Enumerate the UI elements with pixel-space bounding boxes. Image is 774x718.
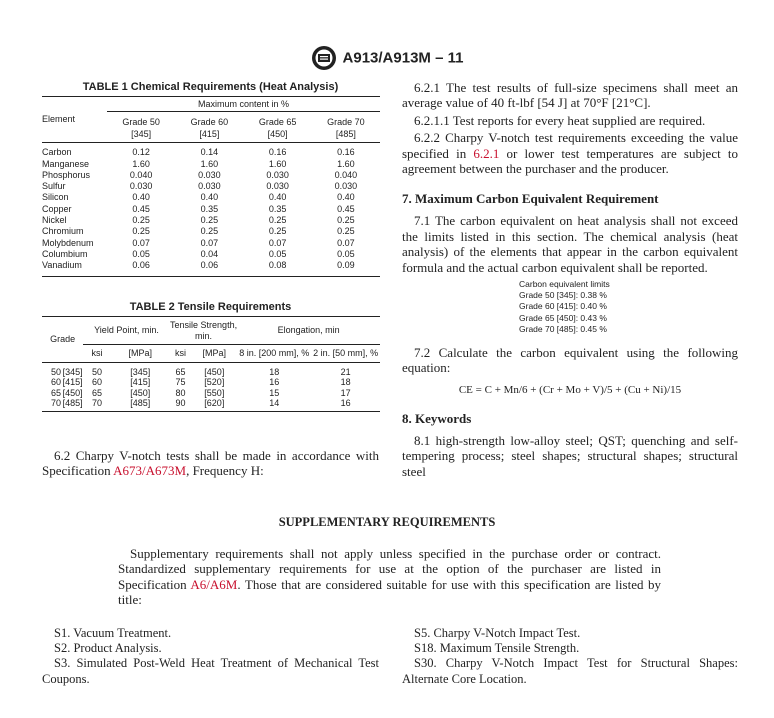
carbon-equivalent-formula: CE = C + Mn/6 + (Cr + Mo + V)/5 + (Cu + Ni)/15: [458, 383, 682, 396]
section-8-heading: 8. Keywords: [402, 410, 472, 426]
table-cell: 0.14: [200, 147, 219, 158]
table-cell: 18: [269, 366, 280, 377]
table-cell: 1.60: [337, 158, 355, 169]
supplementary-paragraph: Supplementary requirements shall not apply unless specified in the purchase order or contract. Standardized supplementary requirements for use at the option of the purchaser are listed in Specification A6/A6M. Those that are considered suitable for use with this specification are listed by title:: [118, 546, 661, 608]
table-cell: 0.45: [132, 203, 150, 214]
supplementary-list-left: [42, 626, 379, 687]
elongation-2in-header: 2 in. [50 mm], %: [311, 345, 380, 363]
table-cell: 0.030: [266, 181, 289, 192]
table-cell: 0.25: [337, 226, 355, 237]
table-row: [42, 238, 380, 249]
table-cell: [345]: [62, 366, 83, 377]
table-row: [42, 204, 380, 215]
table-cell: 0.25: [132, 215, 150, 226]
spec-link-a6[interactable]: A6/A6M: [190, 576, 238, 592]
table-row: [42, 215, 380, 226]
element-name: Copper: [42, 203, 72, 214]
supplementary-item: S30. Charpy V-Notch Impact Test for Structural Shapes: Alternate Core Location.: [402, 656, 738, 686]
para-8-1: 8.1 high-strength low-alloy steel; QST; quenching and self-tempering process; steel shapes; structural shapes; structural steel: [402, 432, 738, 479]
astm-logo-icon: [311, 45, 337, 71]
grade-header: Grade 70 [485]: [327, 117, 365, 140]
table-cell: 0.25: [200, 226, 219, 237]
table-cell: 0.25: [337, 215, 355, 226]
table-cell: 18: [340, 377, 351, 387]
table-cell: 0.030: [198, 181, 221, 192]
table-row: [42, 143, 380, 159]
table-cell: 0.030: [334, 181, 358, 192]
table-cell: 0.09: [337, 260, 355, 271]
element-name: Columbium: [42, 248, 88, 259]
table-cell: 0.07: [200, 237, 219, 248]
table-cell: 0.16: [337, 147, 355, 158]
section-6-2: 6.2 Charpy V-notch tests shall be made in accordance with Specification A673/A673M, Frequency H:: [42, 448, 379, 479]
ce-limit-item: Grade 60 [415]: 0.40 %: [519, 301, 607, 312]
table-cell: 0.07: [337, 237, 355, 248]
supplementary-list-right: [402, 626, 738, 687]
mpa-header: [MPa]: [111, 345, 170, 363]
table-cell: 1.60: [132, 158, 150, 169]
element-name: Vanadium: [42, 260, 82, 271]
table-cell: 0.35: [268, 203, 287, 214]
elongation-8in-header: 8 in. [200 mm], %: [237, 345, 311, 363]
mpa-header: [MPa]: [191, 345, 237, 363]
table-row: [42, 181, 380, 192]
table-cell: 90: [175, 398, 186, 408]
table-cell: 0.06: [200, 260, 219, 271]
table-cell: [415]: [130, 377, 151, 387]
table-cell: 50: [92, 366, 103, 377]
table-cell: 0.05: [337, 248, 355, 259]
table-cell: 0.35: [200, 203, 219, 214]
table-cell: 1.60: [268, 158, 287, 169]
table-cell: 0.25: [268, 226, 287, 237]
table-cell: 65: [175, 366, 186, 377]
grade-header: Grade: [50, 334, 76, 344]
table-cell: 1.60: [200, 158, 219, 169]
table-cell: 17: [340, 387, 351, 398]
supplementary-item: S1. Vacuum Treatment.: [54, 626, 172, 640]
element-name: Carbon: [42, 147, 72, 158]
table-cell: [450]: [62, 387, 83, 398]
table-cell: 0.06: [132, 260, 150, 271]
table-cell: [485]: [62, 398, 83, 408]
table-cell: [520]: [204, 377, 225, 387]
table-cell: [550]: [204, 387, 225, 398]
yield-point-header: Yield Point, min.: [94, 325, 159, 336]
ce-limits-title: Carbon equivalent limits: [519, 279, 610, 290]
tensile-requirements-table: [42, 316, 380, 412]
table-cell: 50: [51, 366, 62, 377]
section-link-6-2-1[interactable]: 6.2.1: [473, 145, 500, 161]
table-cell: 21: [340, 366, 351, 377]
para-6-2-1: 6.2.1 The test results of full-size specimens shall meet an average value of 40 ft-lbf [54 J] at 70°F [21°C].: [402, 80, 738, 111]
table-cell: 60: [51, 377, 62, 387]
right-column: [402, 80, 738, 479]
table-cell: 0.030: [198, 169, 221, 180]
table-cell: [450]: [130, 387, 151, 398]
element-name: Manganese: [42, 158, 90, 169]
grade-header: Grade 50 [345]: [122, 117, 160, 140]
supplementary-title: SUPPLEMENTARY REQUIREMENTS: [278, 515, 496, 529]
table-cell: 65: [92, 387, 103, 398]
table-row: [42, 226, 380, 237]
table-cell: 0.07: [132, 237, 150, 248]
table-cell: 75: [175, 377, 186, 387]
table-cell: 0.040: [334, 169, 358, 180]
para-6-2-2: 6.2.2 Charpy V-notch test requirements exceeding the value specified in 6.2.1 or lower test temperatures are subject to agreement between the purchaser and the producer.: [402, 130, 738, 177]
ce-limit-item: Grade 50 [345]: 0.38 %: [519, 290, 607, 301]
grade-header: Grade 65 [450]: [258, 117, 297, 140]
table-row: [42, 170, 380, 181]
table-cell: 0.45: [337, 203, 355, 214]
table-row: [42, 362, 380, 377]
supplementary-item: S3. Simulated Post-Weld Heat Treatment of Mechanical Test Coupons.: [42, 656, 379, 686]
table-cell: 0.25: [268, 215, 287, 226]
table-cell: [485]: [130, 398, 151, 408]
table1-caption: TABLE 1 Chemical Requirements (Heat Analysis): [82, 81, 339, 93]
element-name: Phosphorus: [42, 169, 91, 180]
table-row: [42, 377, 380, 388]
element-name: Sulfur: [42, 181, 66, 192]
table-cell: 16: [269, 377, 280, 387]
table-cell: 0.12: [132, 147, 150, 158]
ksi-header: ksi: [170, 345, 192, 363]
supplementary-item: S2. Product Analysis.: [54, 641, 162, 656]
ce-limit-item: Grade 70 [485]: 0.45 %: [519, 323, 607, 334]
table-row: [42, 260, 380, 276]
para-7-2: 7.2 Calculate the carbon equivalent using the following equation:: [402, 345, 738, 376]
table-row: [42, 398, 380, 411]
grade-header: Grade 60 [415]: [190, 117, 229, 140]
table1-body: [42, 143, 380, 276]
table-cell: [450]: [204, 366, 225, 377]
table-cell: 0.05: [268, 248, 287, 259]
table-cell: 0.40: [268, 192, 287, 203]
table-cell: 70: [51, 398, 62, 408]
table-cell: 65: [51, 387, 62, 398]
table-cell: 15: [269, 387, 280, 398]
table-cell: [415]: [62, 377, 83, 387]
table-cell: 0.030: [266, 169, 289, 180]
table-cell: 0.25: [132, 226, 150, 237]
table-cell: 80: [175, 387, 186, 398]
ce-limit-item: Grade 65 [450]: 0.43 %: [519, 312, 607, 323]
table-row: [42, 249, 380, 260]
page-header: [0, 45, 774, 71]
table-row: [42, 388, 380, 399]
tensile-strength-header: Tensile Strength, min.: [170, 320, 238, 341]
table-cell: [620]: [204, 398, 225, 408]
max-content-header: Maximum content in %: [107, 97, 380, 112]
table-cell: 16: [340, 398, 351, 408]
table-cell: 0.030: [129, 181, 153, 192]
para-6-2-1-1: 6.2.1.1 Test reports for every heat supplied are required.: [414, 112, 706, 128]
table-cell: 0.08: [268, 260, 287, 271]
table-cell: 0.04: [200, 248, 219, 259]
supplementary-item: S18. Maximum Tensile Strength.: [414, 641, 580, 656]
section-7-heading: 7. Maximum Carbon Equivalent Requirement: [402, 191, 659, 207]
element-name: Molybdenum: [42, 237, 94, 248]
table-cell: 70: [92, 398, 103, 408]
document-designation: A913/A913M – 11: [342, 49, 464, 67]
spec-link-a673[interactable]: A673/A673M: [113, 463, 187, 479]
table2-body: [42, 362, 380, 411]
table-cell: 60: [92, 377, 103, 387]
element-name: Nickel: [42, 215, 67, 226]
element-name: Silicon: [42, 192, 69, 203]
table-cell: 0.05: [132, 248, 150, 259]
chemical-requirements-table: [42, 96, 380, 277]
element-header: Element: [42, 97, 107, 143]
ksi-header: ksi: [83, 345, 111, 363]
carbon-equivalent-limits: [519, 279, 738, 335]
table-cell: 0.040: [129, 169, 153, 180]
table-row: [42, 192, 380, 203]
para-7-1: 7.1 The carbon equivalent on heat analysis shall not exceed the limits listed in this section. The chemical analysis (heat analysis) of the elements that appear in the carbon equivalent formula and the actual carbon equivalent shall be reported.: [402, 213, 738, 275]
elongation-header: Elongation, min: [277, 325, 340, 336]
table-cell: 0.40: [200, 192, 219, 203]
table-cell: 0.07: [268, 237, 287, 248]
table-cell: 0.25: [200, 215, 219, 226]
element-name: Chromium: [42, 226, 84, 237]
table-cell: 0.40: [337, 192, 355, 203]
table-cell: 0.16: [268, 147, 287, 158]
table-cell: 0.40: [132, 192, 150, 203]
table-row: [42, 159, 380, 170]
table-cell: [345]: [130, 366, 151, 377]
table2-caption: TABLE 2 Tensile Requirements: [129, 301, 292, 313]
table-cell: 14: [269, 398, 280, 408]
supplementary-item: S5. Charpy V-Notch Impact Test.: [414, 626, 581, 640]
